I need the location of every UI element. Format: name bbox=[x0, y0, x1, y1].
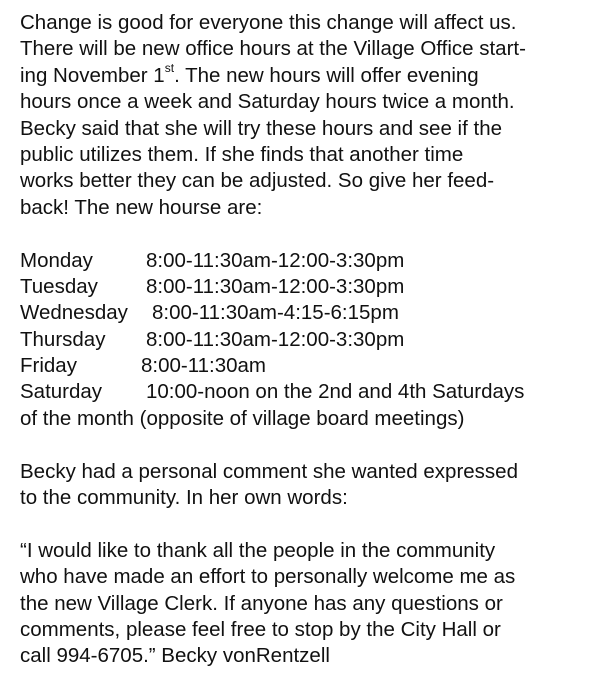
text-fragment: . The new hours will offer evening bbox=[174, 63, 479, 87]
quote-paragraph bbox=[20, 538, 590, 670]
text-line: call 994-6705.” Becky vonRentzell bbox=[20, 644, 330, 668]
schedule-hours: 8:00-11:30am-12:00-3:30pm bbox=[146, 327, 405, 351]
schedule-day: Saturday bbox=[20, 380, 103, 404]
schedule-day: Tuesday bbox=[20, 274, 98, 298]
paragraph-gap bbox=[20, 432, 590, 458]
schedule-hours: 8:00-11:30am-12:00-3:30pm bbox=[146, 274, 405, 298]
schedule-row-thursday bbox=[20, 327, 590, 353]
text-line: to the community. In her own words: bbox=[20, 486, 348, 510]
schedule-row-wednesday bbox=[20, 300, 590, 326]
schedule-day: Thursday bbox=[20, 327, 106, 351]
text-line: the new Village Clerk. If anyone has any questions or bbox=[20, 591, 503, 615]
text-line: public utilizes them. If she finds that another time bbox=[20, 142, 464, 166]
schedule-day: Monday bbox=[20, 248, 93, 272]
paragraph-gap bbox=[20, 511, 590, 537]
schedule-row-friday bbox=[20, 353, 590, 379]
schedule-row-tuesday bbox=[20, 274, 590, 300]
text-line bbox=[20, 60, 590, 89]
schedule-row-monday bbox=[20, 248, 590, 274]
schedule-hours: 8:00-11:30am-12:00-3:30pm bbox=[146, 248, 405, 272]
intro-paragraph bbox=[20, 10, 590, 221]
text-line: back! The new hourse are: bbox=[20, 195, 263, 219]
office-hours-schedule bbox=[20, 248, 590, 433]
text-line: There will be new office hours at the Village Office start- bbox=[20, 37, 526, 61]
text-line: comments, please feel free to stop by the City Hall or bbox=[20, 617, 501, 641]
schedule-note: of the month (opposite of village board meetings) bbox=[20, 406, 465, 430]
newsletter-article bbox=[20, 10, 590, 670]
text-line: who have made an effort to personally welcome me as bbox=[20, 565, 516, 589]
schedule-day: Friday bbox=[20, 354, 77, 378]
schedule-hours: 10:00-noon on the 2nd and 4th Saturdays bbox=[146, 380, 525, 404]
text-fragment: ing November 1 bbox=[20, 63, 165, 87]
schedule-hours: 8:00-11:30am bbox=[141, 354, 266, 378]
text-line: Becky had a personal comment she wanted expressed bbox=[20, 459, 518, 483]
schedule-hours: 8:00-11:30am-4:15-6:15pm bbox=[152, 301, 399, 325]
text-line: “I would like to thank all the people in the community bbox=[20, 538, 496, 562]
schedule-row-saturday bbox=[20, 379, 590, 405]
schedule-day: Wednesday bbox=[20, 301, 128, 325]
text-line: Becky said that she will try these hours and see if the bbox=[20, 116, 503, 140]
text-line: Change is good for everyone this change will affect us. bbox=[20, 11, 517, 34]
text-line: hours once a week and Saturday hours twice a month. bbox=[20, 90, 515, 114]
text-line: works better they can be adjusted. So give her feed- bbox=[20, 169, 495, 193]
paragraph-gap bbox=[20, 221, 590, 247]
ordinal-suffix: st bbox=[164, 60, 175, 75]
comment-intro-paragraph bbox=[20, 459, 590, 512]
